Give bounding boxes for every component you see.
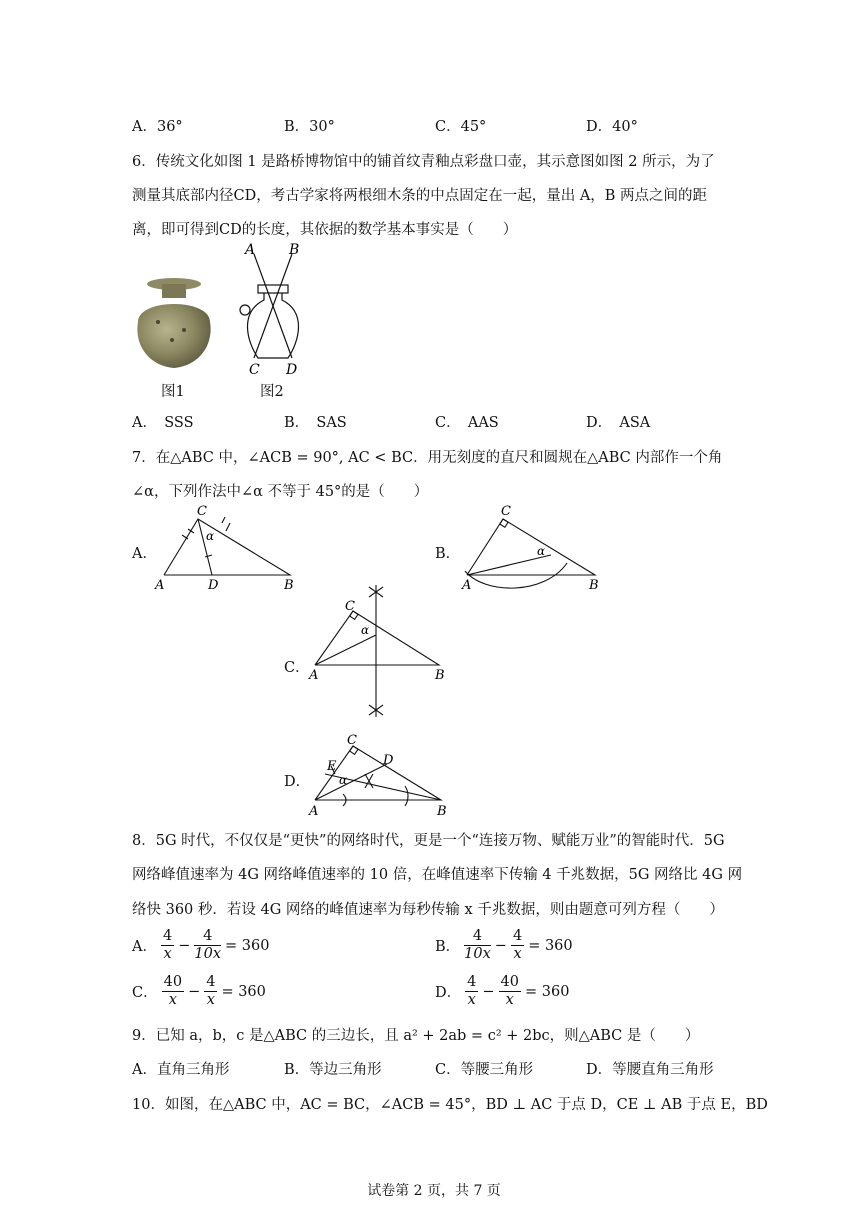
q7b-label-b: B bbox=[589, 578, 599, 593]
q9-option-c: C．等腰三角形 bbox=[435, 1062, 534, 1078]
q8-option-a-label: A． bbox=[132, 939, 157, 955]
q7d-label-e: E bbox=[327, 759, 337, 774]
q7-option-b-label: B． bbox=[435, 546, 461, 562]
q6-option-c: C． AAS bbox=[435, 415, 499, 431]
q7c-label-b: B bbox=[435, 668, 445, 683]
q6-option-d: D． ASA bbox=[586, 415, 651, 431]
q8-text-line1: 8．5G 时代，不仅仅是“更快”的网络时代，更是一个“连接万物、赋能万业”的智能时代．5G bbox=[132, 833, 725, 849]
q6-option-b: B． SAS bbox=[284, 415, 347, 431]
q8c-frac2: $\frac{4}{x}$ bbox=[206, 974, 216, 1008]
q7-text-line2: ∠α，下列作法中∠α 不等于 45°的是（ ） bbox=[132, 484, 429, 500]
q6-option-a: A． SSS bbox=[132, 415, 194, 431]
q8-option-b bbox=[435, 928, 573, 963]
page-footer: 试卷第 2 页，共 7 页 bbox=[367, 1183, 501, 1199]
fig2-caption: 图2 bbox=[260, 384, 284, 400]
q8-option-d-label: D． bbox=[435, 985, 462, 1001]
q8-text-line2: 网络峰值速率为 4G 网络峰值速率的 10 倍，在峰值速率下传输 4 千兆数据，5G 网络比 4G 网 bbox=[132, 867, 743, 883]
q7b-label-a: A bbox=[462, 578, 472, 593]
q8c-minus: − bbox=[188, 983, 201, 1000]
q8a-rhs: = 360 bbox=[225, 937, 270, 954]
q9-option-d: D．等腰直角三角形 bbox=[586, 1062, 714, 1078]
q7a-label-a: A bbox=[155, 578, 165, 593]
q8-option-a bbox=[132, 928, 269, 963]
q7b-label-alpha: α bbox=[537, 544, 546, 558]
q8-text-line3: 络快 360 秒．若设 4G 网络的峰值速率为每秒传输 x 千兆数据，则由题意可列方程（ ） bbox=[132, 902, 724, 918]
q10-text-line1: 10．如图，在△ABC 中，AC = BC，∠ACB = 45°，BD ⊥ AC 于点 D，CE ⊥ AB 于点 E，BD bbox=[132, 1097, 768, 1113]
q7-option-a-label: A． bbox=[132, 546, 157, 562]
q8c-rhs: = 360 bbox=[221, 983, 266, 1000]
q8-option-b-label: B． bbox=[435, 939, 461, 955]
q7a-label-c: C bbox=[197, 505, 207, 519]
q7c-label-a: A bbox=[309, 668, 319, 683]
q5-option-a: A．36° bbox=[132, 119, 183, 135]
q8c-frac1: $\frac{40}{x}$ bbox=[163, 974, 183, 1008]
q9-text-line1: 9．已知 a，b，c 是△ABC 的三边长，且 a² + 2ab = c² + 2bc，则△ABC 是（ ） bbox=[132, 1028, 700, 1044]
fig1-caption: 图1 bbox=[161, 384, 185, 400]
fig2-label-c: C bbox=[249, 362, 260, 378]
q7d-label-b: B bbox=[437, 804, 447, 819]
q8d-frac1: $\frac{4}{x}$ bbox=[467, 974, 477, 1008]
q7b-label-c: C bbox=[501, 505, 511, 519]
q8a-frac1: $\frac{4}{x}$ bbox=[162, 928, 173, 962]
q8-option-c bbox=[132, 974, 266, 1009]
q8b-minus: − bbox=[494, 937, 507, 954]
q7-option-c-label: C． bbox=[284, 660, 310, 676]
q7-figure-c bbox=[303, 585, 453, 725]
q9-option-b: B．等边三角形 bbox=[284, 1062, 382, 1078]
q7c-label-c: C bbox=[345, 599, 355, 614]
q8d-frac2: $\frac{40}{x}$ bbox=[500, 974, 519, 1008]
fig2-label-d: D bbox=[286, 362, 298, 378]
q7d-label-a: A bbox=[309, 804, 319, 819]
q7a-label-alpha: α bbox=[206, 529, 215, 543]
fig2-label-a: A bbox=[245, 242, 256, 258]
q8b-rhs: = 360 bbox=[528, 937, 573, 954]
q8a-frac2: $\frac{4}{10x}$ bbox=[194, 928, 222, 962]
q8d-minus: − bbox=[482, 983, 495, 1000]
q9-option-a: A．直角三角形 bbox=[132, 1062, 230, 1078]
q7d-label-c: C bbox=[347, 733, 357, 748]
q7-option-d-label: D． bbox=[284, 774, 311, 790]
q7d-label-alpha: α bbox=[339, 773, 348, 787]
q7c-label-alpha: α bbox=[361, 623, 370, 637]
q7a-label-b: B bbox=[284, 578, 294, 593]
q7a-label-d: D bbox=[208, 578, 219, 593]
q5-option-d: D．40° bbox=[586, 119, 638, 135]
q8b-frac1: $\frac{4}{10x}$ bbox=[464, 928, 491, 962]
q7-figure-d bbox=[303, 728, 453, 820]
q8b-frac2: $\frac{4}{x}$ bbox=[512, 928, 523, 962]
fig2-label-b: B bbox=[289, 242, 300, 258]
q6-text-line2: 测量其底部内径CD，考古学家将两根细木条的中点固定在一起，量出 A，B 两点之间的距 bbox=[132, 188, 708, 204]
q8a-minus: − bbox=[178, 937, 191, 954]
vase-measure-diagram bbox=[232, 240, 312, 378]
q8-option-d bbox=[435, 974, 569, 1009]
q6-text-line3: 离，即可得到CD的长度，其依据的数学基本事实是（ ） bbox=[132, 222, 518, 238]
q7-figure-a bbox=[150, 505, 300, 595]
q5-option-c: C．45° bbox=[435, 119, 487, 135]
q5-option-b: B．30° bbox=[284, 119, 335, 135]
vase-photo bbox=[128, 276, 220, 372]
q7-text-line1: 7．在△ABC 中，∠ACB = 90°, AC < BC．用无刻度的直尺和圆规在△ABC 内部作一个角 bbox=[132, 450, 723, 466]
q8d-rhs: = 360 bbox=[524, 983, 570, 1000]
q7d-label-d: D bbox=[383, 753, 394, 768]
q8-option-c-label: C． bbox=[132, 985, 158, 1001]
q6-text-line1: 6．传统文化如图 1 是路桥博物馆中的铺首纹青釉点彩盘口壶，其示意图如图 2 所示，为了 bbox=[132, 154, 715, 170]
q7-figure-b bbox=[455, 505, 605, 600]
